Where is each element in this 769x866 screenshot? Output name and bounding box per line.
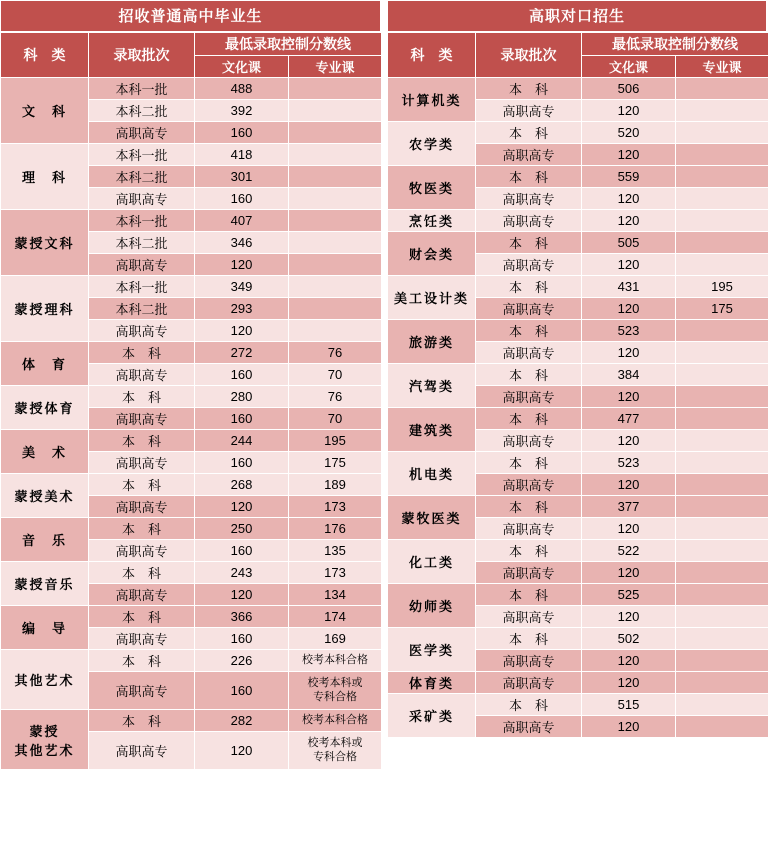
row-culture-score: 244 xyxy=(195,430,289,452)
row-category: 美工设计类 xyxy=(388,276,476,320)
row-batch: 高职高专 xyxy=(89,628,195,650)
row-major-score: 175 xyxy=(676,298,769,320)
row-major-score: 校考本科合格 xyxy=(289,650,382,672)
row-batch: 本 科 xyxy=(89,518,195,540)
row-batch: 本 科 xyxy=(89,606,195,628)
header-category: 科 类 xyxy=(388,33,476,78)
table-row xyxy=(388,210,769,232)
row-culture-score: 520 xyxy=(582,122,676,144)
row-batch: 本科一批 xyxy=(89,78,195,100)
row-batch: 高职高专 xyxy=(476,386,582,408)
row-batch: 高职高专 xyxy=(89,540,195,562)
row-batch: 高职高专 xyxy=(89,122,195,144)
table-header-row xyxy=(388,33,769,56)
table-row xyxy=(388,78,769,100)
row-culture-score: 366 xyxy=(195,606,289,628)
row-batch: 本科一批 xyxy=(89,210,195,232)
row-category: 医学类 xyxy=(388,628,476,672)
row-batch: 本 科 xyxy=(476,364,582,386)
row-major-score xyxy=(289,276,382,298)
row-batch: 高职高专 xyxy=(476,562,582,584)
table-row xyxy=(1,430,382,452)
table-row xyxy=(1,562,382,584)
row-culture-score: 120 xyxy=(582,650,676,672)
row-major-score xyxy=(676,122,769,144)
header-batch: 录取批次 xyxy=(476,33,582,78)
row-culture-score: 418 xyxy=(195,144,289,166)
row-batch: 本科二批 xyxy=(89,298,195,320)
row-major-score xyxy=(676,584,769,606)
table-header-row xyxy=(1,33,382,56)
row-major-score xyxy=(289,122,382,144)
row-batch: 高职高专 xyxy=(476,144,582,166)
row-batch: 高职高专 xyxy=(89,254,195,276)
table-row xyxy=(388,320,769,342)
row-major-score: 173 xyxy=(289,496,382,518)
row-batch: 高职高专 xyxy=(476,210,582,232)
row-culture-score: 120 xyxy=(582,562,676,584)
row-culture-score: 160 xyxy=(195,672,289,710)
row-major-score xyxy=(676,254,769,276)
row-batch: 高职高专 xyxy=(476,518,582,540)
row-culture-score: 502 xyxy=(582,628,676,650)
table-row xyxy=(388,276,769,298)
row-batch: 本 科 xyxy=(89,386,195,408)
row-batch: 本 科 xyxy=(476,540,582,562)
row-culture-score: 505 xyxy=(582,232,676,254)
row-batch: 本 科 xyxy=(89,430,195,452)
row-category: 蒙授文科 xyxy=(1,210,89,276)
table-row xyxy=(388,364,769,386)
row-category: 理 科 xyxy=(1,144,89,210)
row-major-score xyxy=(676,78,769,100)
header-major: 专业课 xyxy=(289,56,382,78)
row-major-score xyxy=(676,166,769,188)
row-batch: 本 科 xyxy=(476,320,582,342)
row-major-score: 169 xyxy=(289,628,382,650)
row-culture-score: 160 xyxy=(195,364,289,386)
row-batch: 本 科 xyxy=(89,474,195,496)
row-batch: 本科二批 xyxy=(89,100,195,122)
row-major-score: 校考本科或 专科合格 xyxy=(289,732,382,770)
row-major-score xyxy=(676,144,769,166)
row-culture-score: 515 xyxy=(582,694,676,716)
row-category: 建筑类 xyxy=(388,408,476,452)
row-major-score xyxy=(289,254,382,276)
row-culture-score: 160 xyxy=(195,408,289,430)
row-batch: 本 科 xyxy=(476,78,582,100)
header-score-group: 最低录取控制分数线 xyxy=(195,33,382,56)
table-row xyxy=(1,518,382,540)
row-batch: 高职高专 xyxy=(89,672,195,710)
row-category: 蒙授 其他艺术 xyxy=(1,710,89,770)
row-culture-score: 250 xyxy=(195,518,289,540)
row-major-score: 174 xyxy=(289,606,382,628)
row-major-score xyxy=(676,386,769,408)
row-batch: 本 科 xyxy=(476,232,582,254)
row-major-score: 70 xyxy=(289,408,382,430)
table-row xyxy=(1,144,382,166)
right-panel-title: 高职对口招生 xyxy=(387,0,767,32)
row-batch: 本 科 xyxy=(476,496,582,518)
row-category: 编 导 xyxy=(1,606,89,650)
row-category: 烹饪类 xyxy=(388,210,476,232)
row-category: 其他艺术 xyxy=(1,650,89,710)
row-culture-score: 392 xyxy=(195,100,289,122)
row-culture-score: 488 xyxy=(195,78,289,100)
row-major-score: 校考本科或 专科合格 xyxy=(289,672,382,710)
row-culture-score: 293 xyxy=(195,298,289,320)
row-category: 计算机类 xyxy=(388,78,476,122)
row-major-score xyxy=(676,452,769,474)
row-batch: 高职高专 xyxy=(476,254,582,276)
row-culture-score: 506 xyxy=(582,78,676,100)
table-row xyxy=(388,122,769,144)
row-major-score xyxy=(676,694,769,716)
row-culture-score: 160 xyxy=(195,122,289,144)
row-batch: 高职高专 xyxy=(89,584,195,606)
row-culture-score: 523 xyxy=(582,320,676,342)
row-major-score: 70 xyxy=(289,364,382,386)
row-culture-score: 407 xyxy=(195,210,289,232)
row-major-score xyxy=(676,210,769,232)
row-major-score: 176 xyxy=(289,518,382,540)
row-major-score xyxy=(676,430,769,452)
row-batch: 本 科 xyxy=(476,166,582,188)
table-row xyxy=(388,672,769,694)
header-culture: 文化课 xyxy=(195,56,289,78)
row-major-score xyxy=(676,474,769,496)
row-batch: 本 科 xyxy=(476,584,582,606)
row-major-score: 173 xyxy=(289,562,382,584)
table-row xyxy=(1,650,382,672)
row-batch: 本科二批 xyxy=(89,232,195,254)
row-category: 体 育 xyxy=(1,342,89,386)
row-major-score xyxy=(289,166,382,188)
row-culture-score: 160 xyxy=(195,628,289,650)
row-category: 文 科 xyxy=(1,78,89,144)
table-row xyxy=(388,584,769,606)
row-culture-score: 477 xyxy=(582,408,676,430)
row-batch: 本 科 xyxy=(89,342,195,364)
row-major-score xyxy=(289,188,382,210)
row-batch: 本 科 xyxy=(89,562,195,584)
row-batch: 本 科 xyxy=(476,276,582,298)
row-major-score xyxy=(289,210,382,232)
row-batch: 高职高专 xyxy=(89,408,195,430)
row-major-score xyxy=(676,628,769,650)
row-major-score xyxy=(676,320,769,342)
row-major-score xyxy=(676,342,769,364)
header-batch: 录取批次 xyxy=(89,33,195,78)
row-category: 蒙授体育 xyxy=(1,386,89,430)
row-culture-score: 160 xyxy=(195,188,289,210)
row-batch: 高职高专 xyxy=(89,452,195,474)
row-category: 蒙授理科 xyxy=(1,276,89,342)
row-culture-score: 226 xyxy=(195,650,289,672)
row-category: 幼师类 xyxy=(388,584,476,628)
row-culture-score: 120 xyxy=(582,342,676,364)
row-culture-score: 120 xyxy=(195,254,289,276)
row-culture-score: 120 xyxy=(582,474,676,496)
row-culture-score: 160 xyxy=(195,540,289,562)
row-culture-score: 523 xyxy=(582,452,676,474)
row-culture-score: 384 xyxy=(582,364,676,386)
row-batch: 本科二批 xyxy=(89,166,195,188)
row-culture-score: 120 xyxy=(582,188,676,210)
row-major-score: 134 xyxy=(289,584,382,606)
table-row xyxy=(388,232,769,254)
row-culture-score: 120 xyxy=(582,298,676,320)
row-culture-score: 349 xyxy=(195,276,289,298)
row-batch: 本科一批 xyxy=(89,144,195,166)
row-batch: 本 科 xyxy=(476,694,582,716)
left-panel xyxy=(0,0,381,866)
row-batch: 本 科 xyxy=(89,710,195,732)
table-row xyxy=(1,474,382,496)
row-culture-score: 120 xyxy=(195,732,289,770)
row-major-score xyxy=(289,144,382,166)
table-row xyxy=(1,210,382,232)
row-batch: 高职高专 xyxy=(89,188,195,210)
row-batch: 高职高专 xyxy=(476,342,582,364)
row-batch: 高职高专 xyxy=(89,320,195,342)
row-major-score xyxy=(289,100,382,122)
row-category: 机电类 xyxy=(388,452,476,496)
row-culture-score: 120 xyxy=(195,584,289,606)
row-category: 旅游类 xyxy=(388,320,476,364)
table-row xyxy=(388,408,769,430)
row-category: 美 术 xyxy=(1,430,89,474)
row-culture-score: 120 xyxy=(195,320,289,342)
row-batch: 高职高专 xyxy=(476,650,582,672)
row-culture-score: 559 xyxy=(582,166,676,188)
row-major-score xyxy=(676,716,769,738)
row-culture-score: 522 xyxy=(582,540,676,562)
row-batch: 本 科 xyxy=(476,408,582,430)
row-major-score xyxy=(289,78,382,100)
table-row xyxy=(388,694,769,716)
row-culture-score: 120 xyxy=(582,386,676,408)
row-category: 汽驾类 xyxy=(388,364,476,408)
table-row xyxy=(1,78,382,100)
right-score-table xyxy=(387,32,769,738)
row-major-score: 76 xyxy=(289,342,382,364)
row-culture-score: 120 xyxy=(582,210,676,232)
table-row xyxy=(388,496,769,518)
row-batch: 高职高专 xyxy=(476,474,582,496)
row-category: 化工类 xyxy=(388,540,476,584)
row-major-score xyxy=(676,650,769,672)
row-culture-score: 282 xyxy=(195,710,289,732)
row-batch: 高职高专 xyxy=(476,188,582,210)
row-major-score xyxy=(676,518,769,540)
row-batch: 高职高专 xyxy=(476,100,582,122)
row-major-score: 195 xyxy=(289,430,382,452)
row-major-score: 135 xyxy=(289,540,382,562)
row-culture-score: 377 xyxy=(582,496,676,518)
row-culture-score: 120 xyxy=(582,518,676,540)
row-batch: 本 科 xyxy=(476,628,582,650)
row-batch: 高职高专 xyxy=(476,430,582,452)
row-culture-score: 120 xyxy=(582,144,676,166)
row-major-score xyxy=(289,320,382,342)
row-category: 农学类 xyxy=(388,122,476,166)
row-major-score: 校考本科合格 xyxy=(289,710,382,732)
table-row xyxy=(388,628,769,650)
row-culture-score: 243 xyxy=(195,562,289,584)
row-major-score xyxy=(676,364,769,386)
row-major-score xyxy=(676,562,769,584)
row-category: 音 乐 xyxy=(1,518,89,562)
row-culture-score: 120 xyxy=(582,254,676,276)
row-major-score: 189 xyxy=(289,474,382,496)
table-row xyxy=(1,276,382,298)
row-category: 蒙牧医类 xyxy=(388,496,476,540)
row-culture-score: 120 xyxy=(582,672,676,694)
row-major-score xyxy=(289,232,382,254)
row-category: 财会类 xyxy=(388,232,476,276)
row-category: 牧医类 xyxy=(388,166,476,210)
row-batch: 高职高专 xyxy=(476,672,582,694)
row-major-score xyxy=(676,232,769,254)
row-batch: 本 科 xyxy=(89,650,195,672)
row-major-score xyxy=(676,100,769,122)
header-score-group: 最低录取控制分数线 xyxy=(582,33,769,56)
row-batch: 高职高专 xyxy=(476,716,582,738)
header-category: 科 类 xyxy=(1,33,89,78)
row-culture-score: 120 xyxy=(582,716,676,738)
row-major-score xyxy=(676,672,769,694)
row-batch: 本 科 xyxy=(476,452,582,474)
row-major-score xyxy=(676,540,769,562)
table-row xyxy=(1,606,382,628)
row-batch: 本 科 xyxy=(476,122,582,144)
table-row xyxy=(388,452,769,474)
row-batch: 高职高专 xyxy=(476,298,582,320)
row-batch: 高职高专 xyxy=(89,496,195,518)
row-culture-score: 120 xyxy=(582,100,676,122)
row-major-score xyxy=(289,298,382,320)
row-culture-score: 346 xyxy=(195,232,289,254)
table-row xyxy=(388,540,769,562)
header-major: 专业课 xyxy=(676,56,769,78)
row-major-score xyxy=(676,496,769,518)
row-culture-score: 431 xyxy=(582,276,676,298)
row-batch: 高职高专 xyxy=(476,606,582,628)
table-row xyxy=(1,710,382,732)
row-major-score: 195 xyxy=(676,276,769,298)
row-culture-score: 160 xyxy=(195,452,289,474)
row-culture-score: 120 xyxy=(582,606,676,628)
row-culture-score: 120 xyxy=(582,430,676,452)
row-batch: 高职高专 xyxy=(89,732,195,770)
row-culture-score: 280 xyxy=(195,386,289,408)
row-culture-score: 268 xyxy=(195,474,289,496)
row-major-score: 76 xyxy=(289,386,382,408)
row-culture-score: 525 xyxy=(582,584,676,606)
row-major-score xyxy=(676,188,769,210)
row-culture-score: 120 xyxy=(195,496,289,518)
row-batch: 高职高专 xyxy=(89,364,195,386)
table-row xyxy=(1,386,382,408)
table-row xyxy=(1,342,382,364)
row-batch: 本科一批 xyxy=(89,276,195,298)
row-category: 蒙授音乐 xyxy=(1,562,89,606)
row-category: 采矿类 xyxy=(388,694,476,738)
row-culture-score: 301 xyxy=(195,166,289,188)
row-major-score xyxy=(676,408,769,430)
header-culture: 文化课 xyxy=(582,56,676,78)
row-major-score xyxy=(676,606,769,628)
right-panel xyxy=(387,0,767,866)
left-score-table xyxy=(0,32,382,770)
row-category: 蒙授美术 xyxy=(1,474,89,518)
row-category: 体育类 xyxy=(388,672,476,694)
row-culture-score: 272 xyxy=(195,342,289,364)
row-major-score: 175 xyxy=(289,452,382,474)
left-panel-title: 招收普通高中毕业生 xyxy=(0,0,381,32)
table-row xyxy=(388,166,769,188)
